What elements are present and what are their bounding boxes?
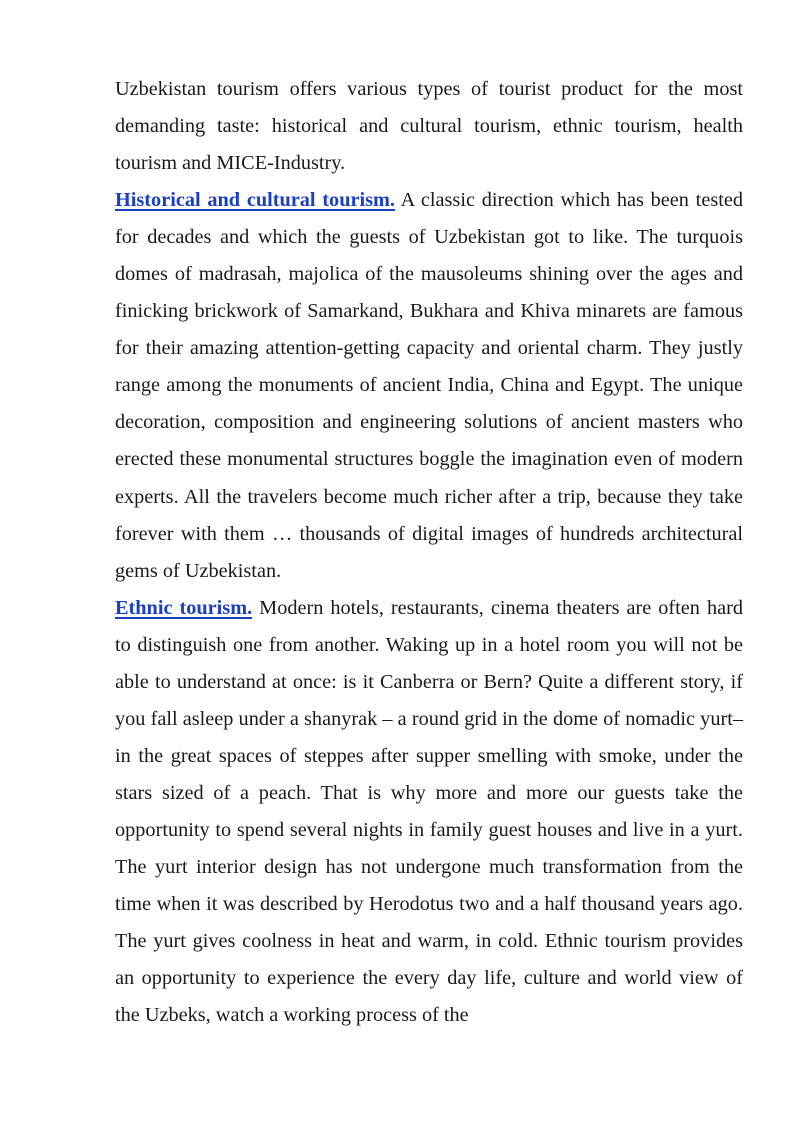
- ethnic-tourism-paragraph: [115, 590, 743, 1035]
- ethnic-tourism-heading-link[interactable]: Ethnic tourism.: [115, 596, 253, 619]
- historical-cultural-body: A classic direction which has been tested for decades and which the guests of Uzbekistan got to like. The turquois domes of madrasah, majolica of the mausoleums shining over the ages and finicking brickwork of Samarkand, Bukhara and Khiva minarets are famous for their amazing attention-getting capacity and oriental charm. They justly range among the monuments of ancient India, China and Egypt. The unique decoration, composition and engineering solutions of ancient masters who erected these monumental structures boggle the imagination even of modern experts. All the travelers become much richer after a trip, because they take forever with them … thousands of digital images of hundreds architectural gems of Uzbekistan.: [115, 189, 743, 582]
- intro-paragraph: Uzbekistan tourism offers various types of tourist product for the most demanding taste: historical and cultural tourism, ethnic tourism, health tourism and MICE-Industry.: [115, 78, 743, 175]
- document-page: [115, 71, 743, 1034]
- ethnic-tourism-body: Modern hotels, restaurants, cinema theaters are often hard to distinguish one from another. Waking up in a hotel room you will not be able to understand at once: is it Canberra or Bern? Quite a different story, if you fall asleep under a shanyrak – a round grid in the dome of nomadic yurt– in the great spaces of steppes after supper smelling with smoke, under the stars sized of a peach. That is why more and more our guests take the opportunity to spend several nights in family guest houses and live in a yurt. The yurt interior design has not undergone much transformation from the time when it was described by Herodotus two and a half thousand years ago. The yurt gives coolness in heat and warm, in cold. Ethnic tourism provides an opportunity to experience the every day life, culture and world view of the Uzbeks, watch a working process of the: [115, 596, 743, 1027]
- historical-cultural-paragraph: [115, 182, 743, 590]
- historical-cultural-heading-link[interactable]: Historical and cultural tourism.: [115, 189, 395, 212]
